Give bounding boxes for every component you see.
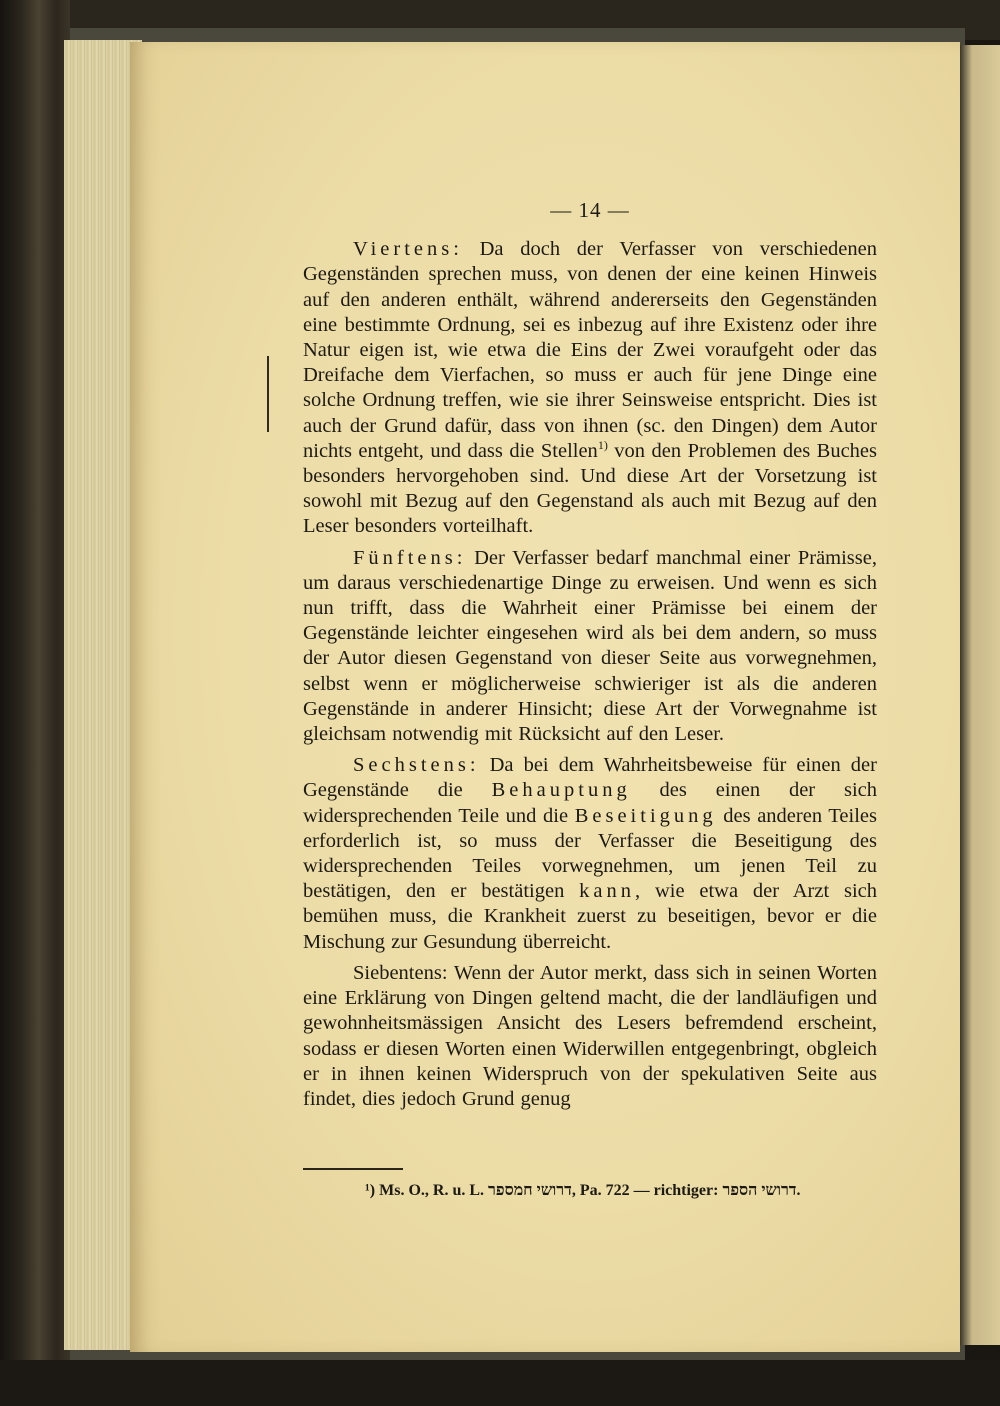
- paragraph-text: Da bei dem Wahrheitsbeweise für einen der Gegenstände die: [303, 754, 877, 802]
- paragraph-lead: Sechstens:: [353, 754, 480, 777]
- footnote: ¹) Ms. O., R. u. L. דרושי חמספר, Pa. 722 — richtiger: דרושי הספר.: [365, 1182, 801, 1199]
- paragraph-fuenftens: [303, 546, 877, 748]
- footnote-rule: [303, 1168, 403, 1170]
- margin-pencil-mark: [267, 356, 269, 432]
- book-spine: [0, 0, 70, 1406]
- spaced-emphasis: Behauptung: [491, 779, 631, 802]
- paragraph-text: Wenn der Autor merkt, dass sich in seinen Worten eine Erklärung von Dingen geltend macht, die der landläufigen und gewohnheitsmässigen Ansicht des Lesers befremdend erscheint, sodass er diesen Worten einen Widerwillen entgegenbringt, obgleich er in ihnen keinen Widerspruch von der spekulativen Seite aus findet, dies jedoch Grund genug: [303, 961, 877, 1110]
- paragraph-text: des anderen Teiles erforderlich ist, so muss der Verfasser die Beseitigung des widersprechenden Teiles vorwegnehmen, um jenen Teil zu bestätigen, den er bestätigen: [303, 804, 877, 903]
- paragraph-text: Der Verfasser bedarf manchmal einer Prämisse, um daraus verschiedenartige Dinge zu erweisen. Und wenn es sich nun trifft, dass die Wahrheit einer Prämisse bei einem der Gegenstände leichter eingesehen wird als bei dem andern, so muss der Autor diesen Gegenstand von dieser Seite aus vorwegnehmen, selbst wenn er möglicherweise schwieriger ist als die anderen Gegenstände in anderer Hinsicht; diese Art der Vorwegnahme ist gleichsam notwendig mit Rücksicht auf den Leser.: [303, 546, 877, 746]
- spaced-emphasis: Beseitigung: [574, 804, 717, 827]
- footnote-reference: 1): [597, 438, 608, 452]
- paragraph-lead: Siebentens:: [353, 961, 448, 984]
- page-text: [303, 198, 877, 1118]
- paragraph-lead: Fünftens:: [353, 546, 467, 569]
- paragraph-lead: Viertens:: [353, 238, 463, 261]
- paragraph-text: Da doch der Verfasser von verschiedenen Gegenständen sprechen muss, von denen der eine keinen Hinweis auf den anderen enthält, während andererseits den Gegenständen eine bestimmte Ordnung, sei es inbezug auf ihre Existenz oder ihre Natur eigen ist, wie etwa die Eins der Zwei voraufgeht oder das Dreifache dem Vierfachen, so muss er auch für jene Dinge eine solche Ordnung treffen, wie sie ihrer Seinsweise entspricht. Dies ist auch der Grund dafür, dass von ihnen (sc. den Dingen) dem Autor nichts entgeht, und dass die Stellen: [303, 238, 877, 462]
- paragraph-text: des einen der sich widersprechenden Teile und die: [303, 779, 878, 827]
- paragraph-text: , wie etwa der Arzt sich bemühen muss, die Krankheit zuerst zu beseitigen, bevor er die Mischung zur Gesundung überreicht.: [303, 880, 877, 953]
- paragraph-siebentens: [303, 961, 877, 1112]
- paragraph-text-continued: von den Problemen des Buches besonders hervorgehoben sind. Und diese Art der Vorsetzung ist sowohl mit Bezug auf den Gegenstand als auch mit Bezug auf den Leser besonders vorteilhaft.: [303, 439, 877, 538]
- spaced-emphasis: kann: [579, 880, 635, 903]
- paragraph-viertens: [303, 237, 877, 539]
- page-number: — 14 —: [550, 198, 630, 222]
- paragraph-sechstens: [303, 753, 877, 955]
- book-cover-bottom: [0, 1360, 1000, 1406]
- facing-page-edge: [960, 45, 1000, 1345]
